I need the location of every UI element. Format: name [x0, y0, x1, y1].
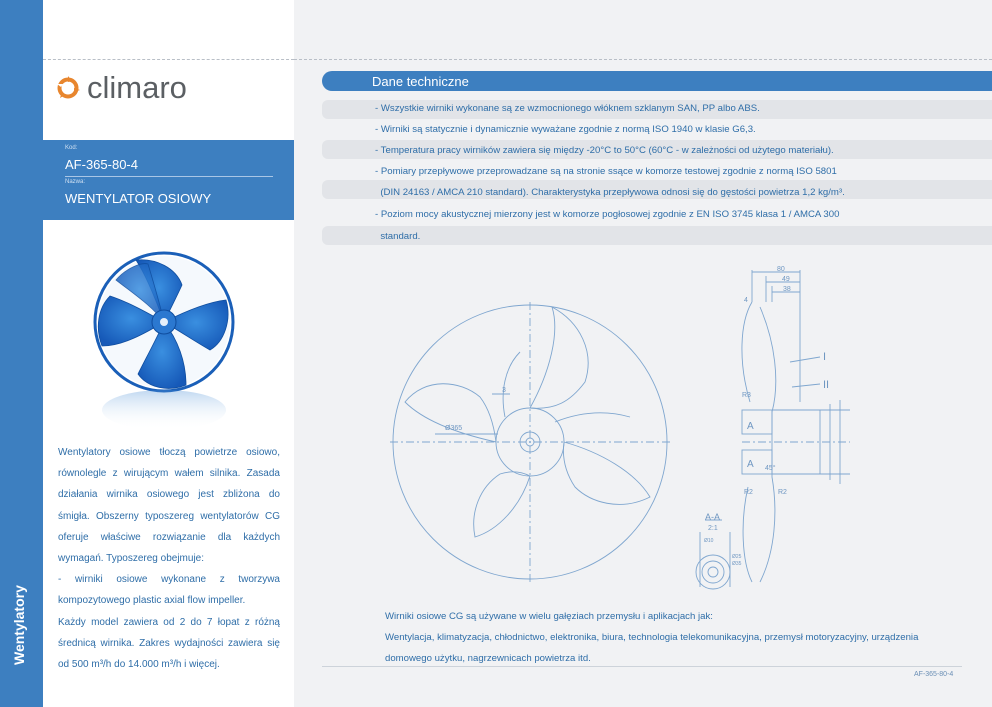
bottom-divider [322, 666, 962, 667]
fan-product-image [86, 250, 246, 430]
spec-line: - Wirniki są statycznie i dynamicznie wyważane zgodnie z normą ISO 1940 w klasie G6,3. [375, 124, 756, 135]
divider [65, 176, 273, 177]
dim-label: 45° [765, 465, 776, 472]
product-code: AF-365-80-4 [65, 157, 138, 172]
technical-drawing [380, 262, 880, 592]
climaro-logo-icon [55, 75, 81, 101]
spec-line: - Temperatura pracy wirników zawiera się między -20°C to 50°C (60°C - w zależności od użytego materiału). [375, 145, 834, 156]
brand-logo [55, 70, 187, 106]
tech-data-title: Dane techniczne [372, 74, 469, 89]
spec-row-bg [322, 226, 992, 245]
spec-line: - Poziom mocy akustycznej mierzony jest w komorze pogłosowej zgodnie z EN ISO 3745 klasa 1 / AMCA 300 [375, 209, 840, 220]
side-label: Wentylatory [11, 585, 27, 665]
dim-label: 80 [777, 266, 785, 273]
side-strip [0, 0, 43, 707]
dim-label: 4 [744, 297, 748, 304]
description-paragraph: - wirniki osiowe wykonane z tworzywa kompozytowego plastic axial flow impeller. [58, 574, 280, 607]
spec-line: - Pomiary przepływowe przeprowadzane są na stronie ssące w komorze testowej zgodnie z normą ISO 5801 [375, 166, 837, 177]
dim-label: R3 [742, 392, 751, 399]
dim-label: R2 [778, 489, 787, 496]
dim-label: A [747, 421, 754, 432]
product-name: WENTYLATOR OSIOWY [65, 191, 212, 206]
spec-line: (DIN 24163 / AMCA 210 standard). Charakterystyka przepływowa odnosi się do gęstości powietrza 1,2 kg/m³. [375, 187, 845, 198]
dim-label: 3 [502, 387, 506, 394]
dim-label: 2:1 [708, 525, 718, 532]
dim-label: Ø365 [445, 425, 463, 432]
dim-label: Ø25 [732, 554, 742, 560]
dim-label: Ø35 [732, 561, 742, 567]
spec-line: - Wszystkie wirniki wykonane są ze wzmocnionego włóknem szklanym SAN, PP albo ABS. [375, 103, 760, 114]
footer-code: AF-365-80-4 [914, 671, 954, 678]
brand-name: climaro [87, 70, 187, 105]
dim-label: R2 [744, 489, 753, 496]
product-info-box [43, 140, 294, 220]
dim-label: 38 [783, 286, 791, 293]
dim-label: 49 [782, 276, 790, 283]
applications-intro: Wirniki osiowe CG są używane w wielu gałęziach przemysłu i aplikacjach jak: [385, 611, 713, 622]
product-description [58, 442, 280, 675]
dim-label: Ø10 [704, 538, 714, 544]
applications-line: Wentylacja, klimatyzacja, chłodnictwo, elektronika, biura, technologia telekomunikacyjna, przemysł motoryzacyjny, urządzenia [385, 632, 919, 643]
tech-data-header [322, 71, 992, 91]
applications-line: domowego użytku, nagrzewnicach powietrza itd. [385, 653, 591, 664]
description-paragraph: Każdy model zawiera od 2 do 7 łopat z różną średnicą wirnika. Zakres wydajności zawiera się od 500 m³/h do 14.000 m³/h i więcej. [58, 616, 280, 671]
dim-label: A-A [705, 512, 721, 522]
dotted-line-right [294, 59, 992, 60]
dim-label: II [823, 379, 830, 391]
code-label: Kod: [65, 145, 78, 151]
dim-label: A [747, 459, 754, 470]
description-paragraph: Wentylatory osiowe tłoczą powietrze osiowo, równolegle z wirującym wałem silnika. Zasada działania wirnika osiowego jest zbliżona do śmigła. Obszerny typoszereg wentylatorów CG oferuje właściwe rozwiązanie dla każdych wymagań. Typoszereg obejmuje: [58, 447, 280, 565]
spec-line: standard. [375, 231, 421, 242]
dotted-line-left [43, 59, 294, 60]
dim-label: I [823, 351, 827, 363]
name-label: Nazwa: [65, 179, 86, 185]
